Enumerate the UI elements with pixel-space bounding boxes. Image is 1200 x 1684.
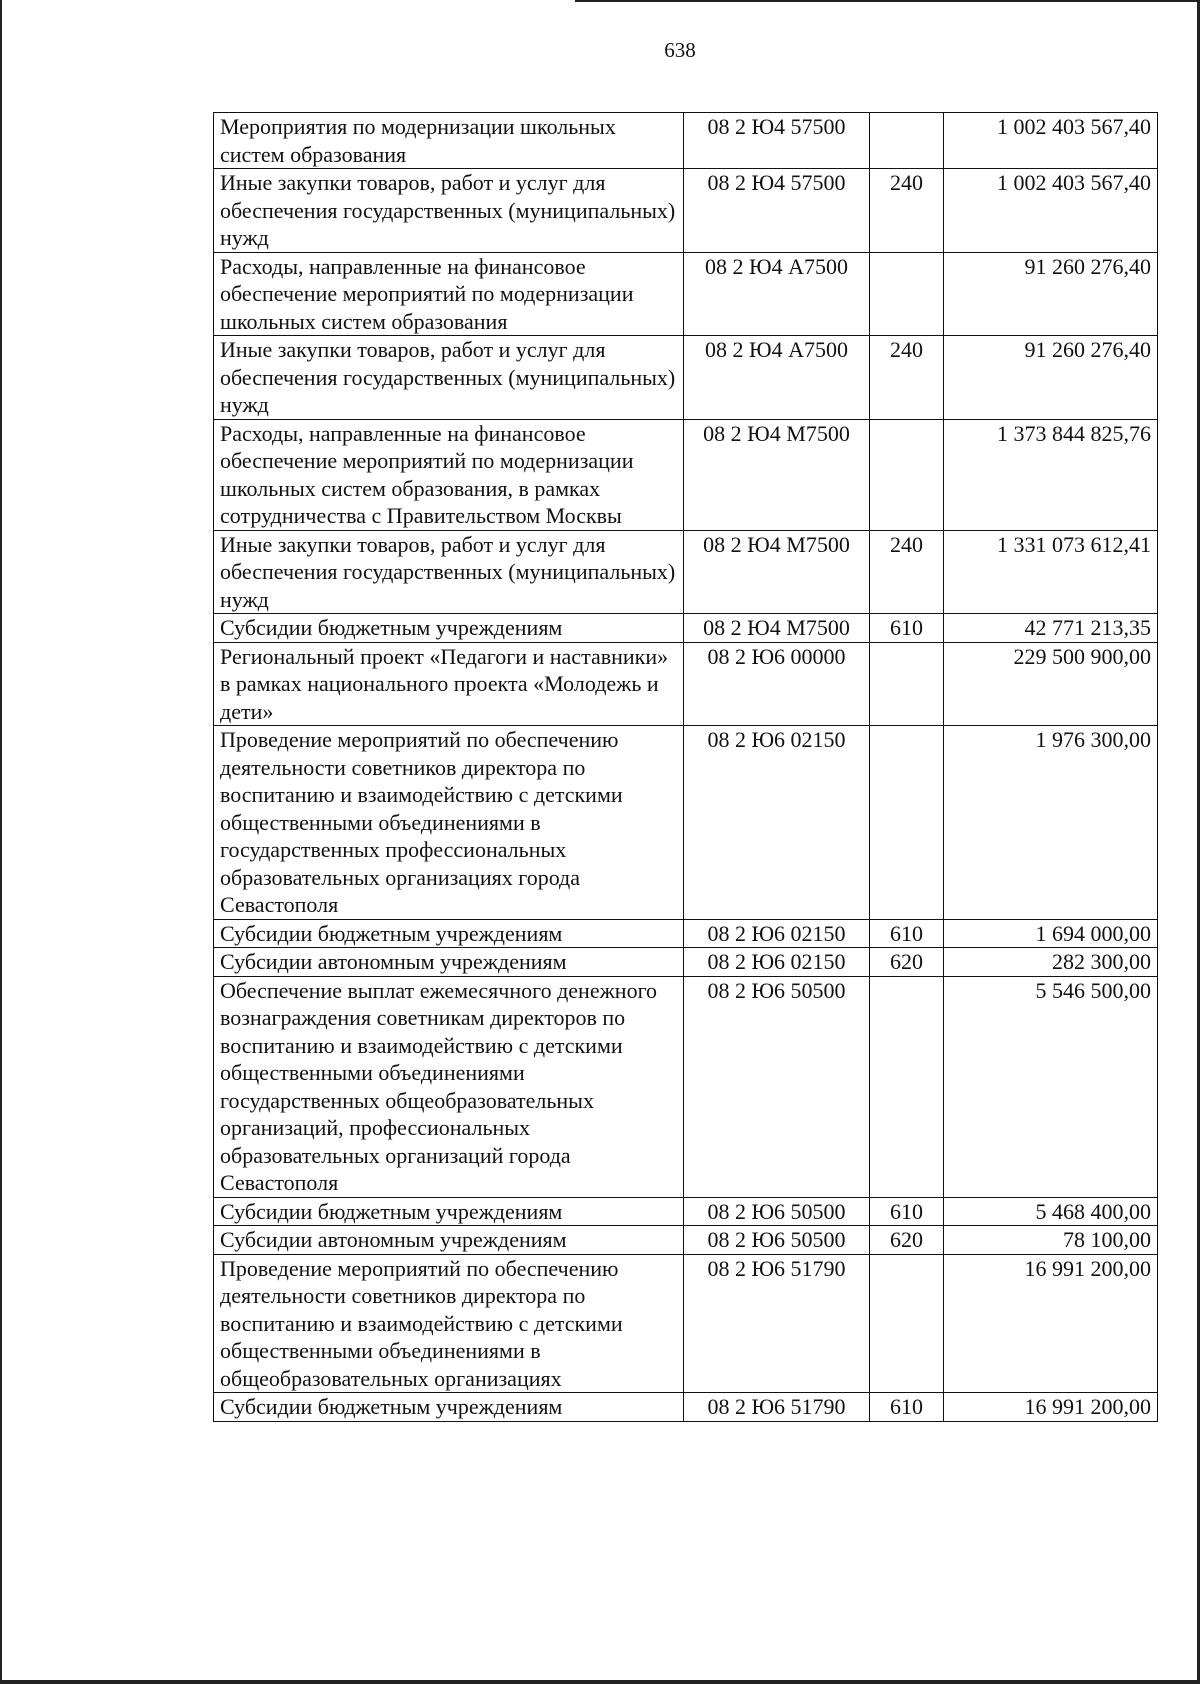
amount-cell: 78 100,00 (944, 1226, 1158, 1255)
amount-cell: 42 771 213,35 (944, 614, 1158, 643)
target-code-cell: 08 2 Ю4 А7500 (684, 252, 870, 336)
table-row (214, 419, 1158, 530)
expense-type-cell: 610 (870, 1393, 944, 1422)
table-row (214, 530, 1158, 614)
amount-cell: 1 373 844 825,76 (944, 419, 1158, 530)
expense-type-cell (870, 726, 944, 920)
table-row (214, 1393, 1158, 1422)
amount-cell: 16 991 200,00 (944, 1254, 1158, 1393)
table-row (214, 252, 1158, 336)
table-row (214, 336, 1158, 420)
expense-type-cell: 620 (870, 948, 944, 977)
expense-name-cell: Субсидии бюджетным учреждениям (214, 919, 684, 948)
page-number: 638 (664, 38, 696, 62)
target-code-cell: 08 2 Ю6 51790 (684, 1254, 870, 1393)
budget-table-body (214, 113, 1158, 1422)
target-code-cell: 08 2 Ю4 57500 (684, 169, 870, 253)
expense-type-cell (870, 1254, 944, 1393)
amount-cell: 1 694 000,00 (944, 919, 1158, 948)
expense-name-cell: Проведение мероприятий по обеспечению деятельности советников директора по воспитанию и взаимодействию с детскими общественными объединениями в общеобразовательных организациях (214, 1254, 684, 1393)
expense-type-cell: 610 (870, 919, 944, 948)
expense-name-cell: Иные закупки товаров, работ и услуг для обеспечения государственных (муниципальных) нужд (214, 530, 684, 614)
expense-name-cell: Расходы, направленные на финансовое обеспечение мероприятий по модернизации школьных систем образования, в рамках сотрудничества с Правительством Москвы (214, 419, 684, 530)
expense-type-cell: 240 (870, 530, 944, 614)
target-code-cell: 08 2 Ю6 50500 (684, 1197, 870, 1226)
expense-type-cell: 620 (870, 1226, 944, 1255)
expense-type-cell (870, 113, 944, 169)
target-code-cell: 08 2 Ю4 57500 (684, 113, 870, 169)
amount-cell: 1 002 403 567,40 (944, 169, 1158, 253)
table-row (214, 169, 1158, 253)
target-code-cell: 08 2 Ю4 М7500 (684, 530, 870, 614)
table-row (214, 726, 1158, 920)
amount-cell: 91 260 276,40 (944, 336, 1158, 420)
table-row (214, 1254, 1158, 1393)
expense-type-cell (870, 252, 944, 336)
expense-type-cell (870, 976, 944, 1197)
amount-cell: 1 002 403 567,40 (944, 113, 1158, 169)
table-row (214, 1226, 1158, 1255)
amount-cell: 282 300,00 (944, 948, 1158, 977)
amount-cell: 16 991 200,00 (944, 1393, 1158, 1422)
target-code-cell: 08 2 Ю4 М7500 (684, 614, 870, 643)
budget-table (213, 112, 1158, 1422)
expense-type-cell (870, 419, 944, 530)
target-code-cell: 08 2 Ю6 51790 (684, 1393, 870, 1422)
expense-name-cell: Иные закупки товаров, работ и услуг для обеспечения государственных (муниципальных) нужд (214, 169, 684, 253)
expense-name-cell: Субсидии автономным учреждениям (214, 1226, 684, 1255)
expense-name-cell: Мероприятия по модернизации школьных систем образования (214, 113, 684, 169)
expense-name-cell: Субсидии бюджетным учреждениям (214, 614, 684, 643)
table-row (214, 1197, 1158, 1226)
table-row (214, 948, 1158, 977)
amount-cell: 229 500 900,00 (944, 642, 1158, 726)
amount-cell: 1 976 300,00 (944, 726, 1158, 920)
expense-type-cell: 610 (870, 1197, 944, 1226)
expense-name-cell: Проведение мероприятий по обеспечению деятельности советников директора по воспитанию и взаимодействию с детскими общественными объединениями в государственных профессиональных образовательных организациях города Севастополя (214, 726, 684, 920)
expense-name-cell: Расходы, направленные на финансовое обеспечение мероприятий по модернизации школьных систем образования (214, 252, 684, 336)
target-code-cell: 08 2 Ю6 50500 (684, 1226, 870, 1255)
amount-cell: 91 260 276,40 (944, 252, 1158, 336)
amount-cell: 5 546 500,00 (944, 976, 1158, 1197)
target-code-cell: 08 2 Ю6 50500 (684, 976, 870, 1197)
table-row (214, 919, 1158, 948)
expense-type-cell: 610 (870, 614, 944, 643)
target-code-cell: 08 2 Ю6 02150 (684, 726, 870, 920)
expense-name-cell: Региональный проект «Педагоги и наставники» в рамках национального проекта «Молодежь и дети» (214, 642, 684, 726)
expense-name-cell: Иные закупки товаров, работ и услуг для обеспечения государственных (муниципальных) нужд (214, 336, 684, 420)
expense-type-cell (870, 642, 944, 726)
expense-name-cell: Субсидии автономным учреждениям (214, 948, 684, 977)
table-row (214, 642, 1158, 726)
table-row (214, 614, 1158, 643)
target-code-cell: 08 2 Ю6 02150 (684, 919, 870, 948)
target-code-cell: 08 2 Ю6 02150 (684, 948, 870, 977)
target-code-cell: 08 2 Ю6 00000 (684, 642, 870, 726)
scan-top-edge (575, 0, 1200, 2)
expense-type-cell: 240 (870, 336, 944, 420)
expense-name-cell: Субсидии бюджетным учреждениям (214, 1197, 684, 1226)
expense-name-cell: Обеспечение выплат ежемесячного денежного вознаграждения советникам директоров по воспитанию и взаимодействию с детскими общественными объединениями государственных общеобразовательных организаций, профессиональных образовательных организаций города Севастополя (214, 976, 684, 1197)
table-row (214, 113, 1158, 169)
target-code-cell: 08 2 Ю4 А7500 (684, 336, 870, 420)
table-row (214, 976, 1158, 1197)
target-code-cell: 08 2 Ю4 М7500 (684, 419, 870, 530)
expense-name-cell: Субсидии бюджетным учреждениям (214, 1393, 684, 1422)
expense-type-cell: 240 (870, 169, 944, 253)
amount-cell: 5 468 400,00 (944, 1197, 1158, 1226)
amount-cell: 1 331 073 612,41 (944, 530, 1158, 614)
